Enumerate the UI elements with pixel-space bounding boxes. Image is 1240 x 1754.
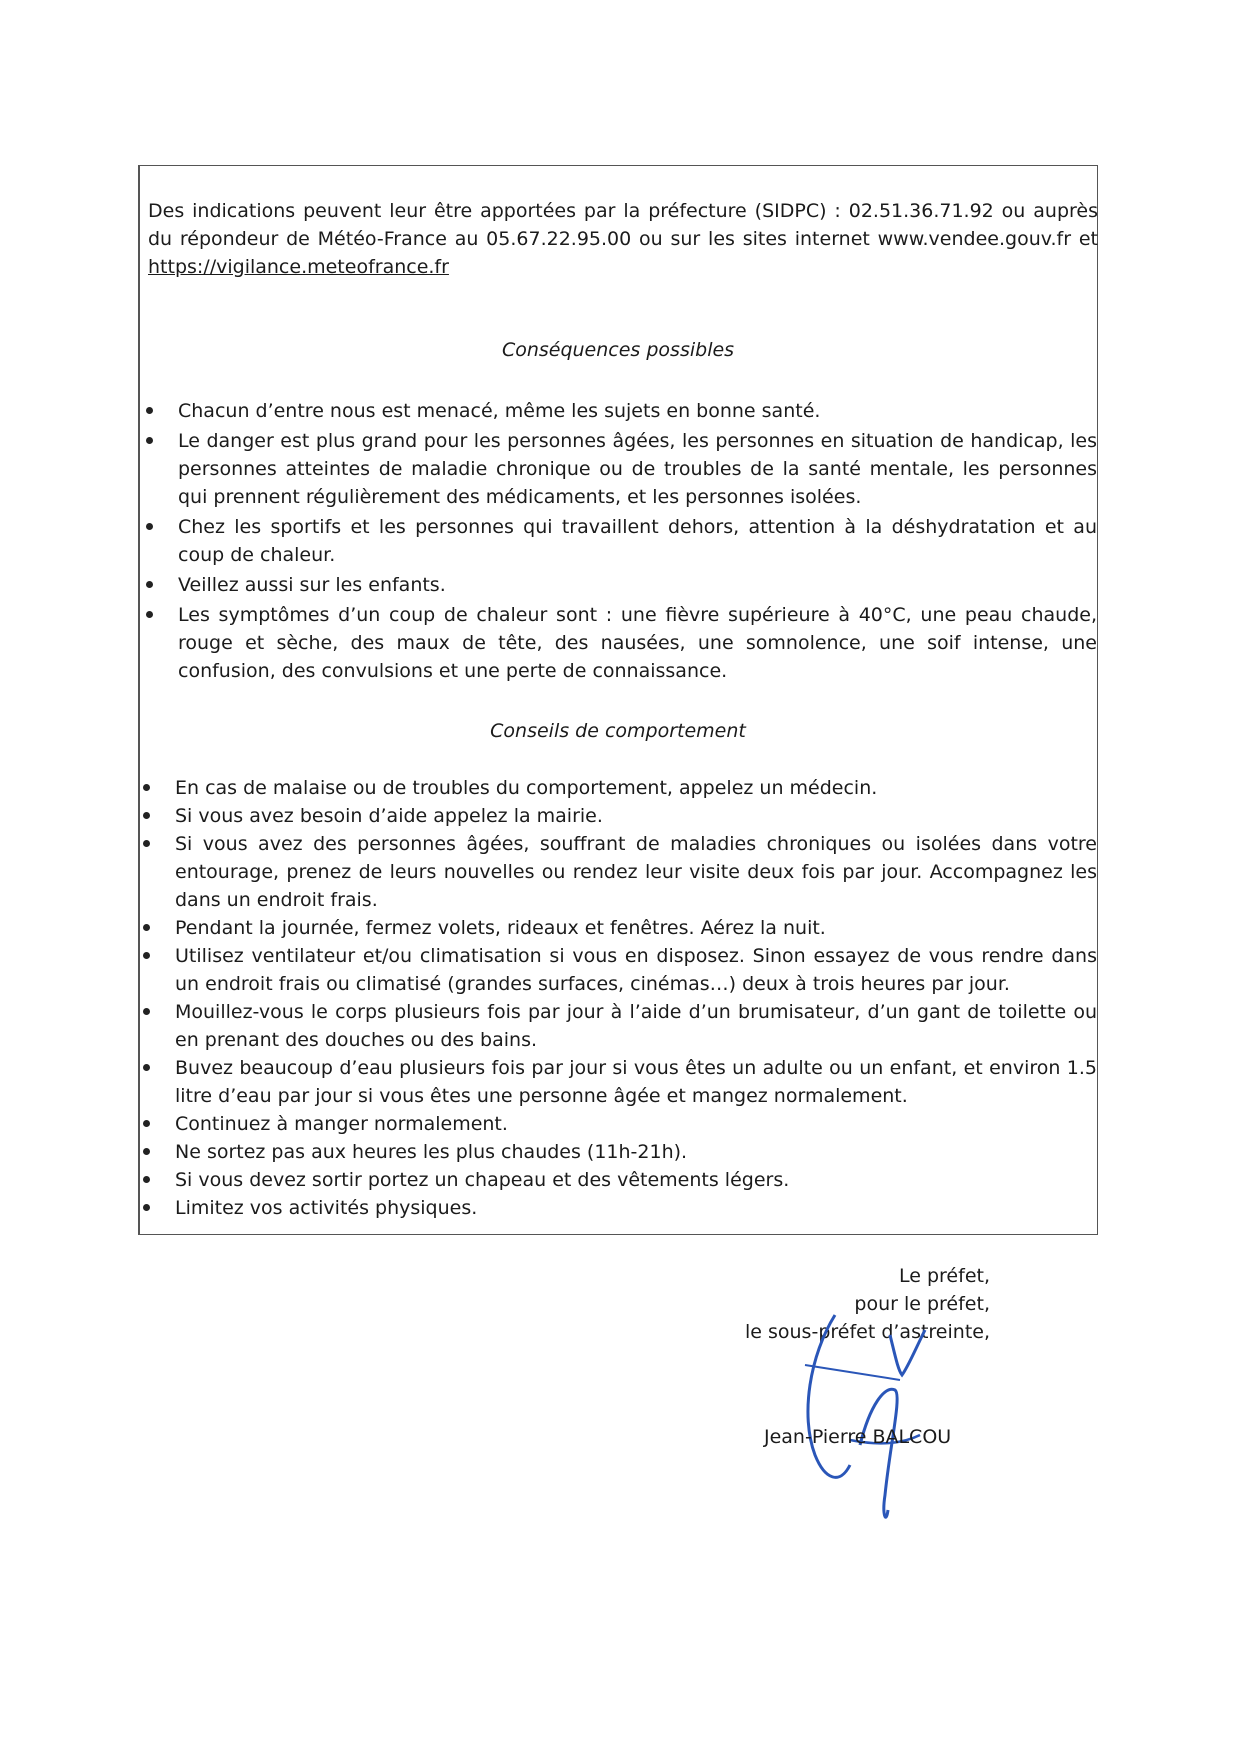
bullet-icon — [146, 407, 153, 414]
consequences-heading: Conséquences possibles — [501, 339, 735, 361]
list-item: Limitez vos activités physiques. — [175, 1194, 1097, 1222]
consequences-list — [178, 397, 1097, 685]
bullet-icon — [143, 924, 150, 931]
signatory-name: Jean-Pierre BALCOU — [764, 1426, 952, 1448]
conseils-heading: Conseils de comportement — [490, 720, 746, 742]
list-item: Le danger est plus grand pour les personnes âgées, les personnes en situation de handicap, les personnes atteintes de maladie chronique ou de troubles de la santé mentale, les personnes qui prennent régulièrement des médicaments, et les personnes isolées. — [178, 427, 1097, 511]
list-item: Pendant la journée, fermez volets, rideaux et fenêtres. Aérez la nuit. — [175, 914, 1097, 942]
vigilance-link[interactable]: https://vigilance.meteofrance.fr — [148, 256, 449, 278]
list-item: Si vous devez sortir portez un chapeau et des vêtements légers. — [175, 1166, 1097, 1194]
conseils-list — [175, 774, 1097, 1222]
bullet-icon — [143, 952, 150, 959]
list-item: Continuez à manger normalement. — [175, 1110, 1097, 1138]
intro-text: Des indications peuvent leur être apportées par la préfecture (SIDPC) : 02.51.36.71.92 ou auprès du répondeur de Météo-France au 05.67.22.95.00 ou sur les sites internet www.vendee.gouv.fr et — [148, 200, 1098, 250]
list-item: En cas de malaise ou de troubles du comportement, appelez un médecin. — [175, 774, 1097, 802]
bullet-icon — [143, 1008, 150, 1015]
signature-line-2: pour le préfet, — [854, 1293, 990, 1315]
list-item: Buvez beaucoup d’eau plusieurs fois par jour si vous êtes un adulte ou un enfant, et environ 1.5 litre d’eau par jour si vous êtes une personne âgée et mangez normalement. — [175, 1054, 1097, 1110]
bullet-icon — [143, 1204, 150, 1211]
bullet-icon — [143, 840, 150, 847]
bullet-icon — [143, 1120, 150, 1127]
list-item: Veillez aussi sur les enfants. — [178, 571, 1097, 599]
bullet-icon — [146, 611, 153, 618]
bullet-icon — [143, 1064, 150, 1071]
list-item: Utilisez ventilateur et/ou climatisation si vous en disposez. Sinon essayez de vous rendre dans un endroit frais ou climatisé (grandes surfaces, cinémas…) deux à trois heures par jour. — [175, 942, 1097, 998]
signature-line-1: Le préfet, — [899, 1265, 990, 1287]
intro-paragraph — [148, 197, 1098, 281]
handwritten-signature-icon — [790, 1295, 970, 1525]
list-item: Les symptômes d’un coup de chaleur sont : une fièvre supérieure à 40°C, une peau chaude, rouge et sèche, des maux de tête, des nausées, une somnolence, une soif intense, une confusion, des convulsions et une perte de connaissance. — [178, 601, 1097, 685]
bullet-icon — [143, 784, 150, 791]
bullet-icon — [146, 523, 153, 530]
list-item: Mouillez-vous le corps plusieurs fois par jour à l’aide d’un brumisateur, d’un gant de toilette ou en prenant des douches ou des bains. — [175, 998, 1097, 1054]
list-item: Chacun d’entre nous est menacé, même les sujets en bonne santé. — [178, 397, 1097, 425]
signature-line-3: le sous-préfet d’astreinte, — [744, 1321, 990, 1343]
list-item: Ne sortez pas aux heures les plus chaudes (11h-21h). — [175, 1138, 1097, 1166]
list-item: Si vous avez des personnes âgées, souffrant de maladies chroniques ou isolées dans votre entourage, prenez de leurs nouvelles ou rendez leur visite deux fois par jour. Accompagnez les dans un endroit frais. — [175, 830, 1097, 914]
list-item: Si vous avez besoin d’aide appelez la mairie. — [175, 802, 1097, 830]
list-item: Chez les sportifs et les personnes qui travaillent dehors, attention à la déshydratation et au coup de chaleur. — [178, 513, 1097, 569]
bullet-icon — [146, 437, 153, 444]
bullet-icon — [143, 812, 150, 819]
bullet-icon — [143, 1148, 150, 1155]
bullet-icon — [143, 1176, 150, 1183]
bullet-icon — [146, 581, 153, 588]
